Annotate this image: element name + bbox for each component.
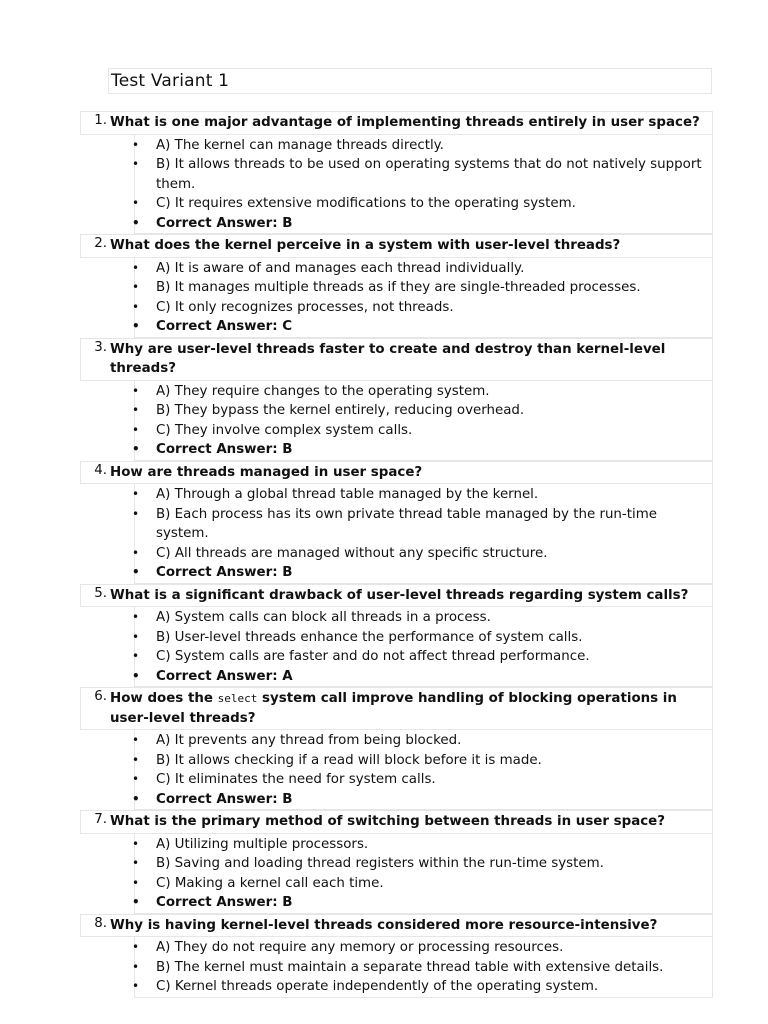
question-text: How are threads managed in user space? bbox=[110, 464, 423, 480]
option-a: • A) It is aware of and manages each thread individually. bbox=[135, 259, 712, 279]
question-header bbox=[80, 111, 713, 135]
correct-answer: • Correct Answer: A bbox=[135, 667, 712, 687]
option-b: • B) User-level threads enhance the performance of system calls. bbox=[135, 628, 712, 648]
option-b: • B) They bypass the kernel entirely, reducing overhead. bbox=[135, 401, 712, 421]
correct-answer: • Correct Answer: B bbox=[135, 893, 712, 913]
correct-answer: • Correct Answer: B bbox=[135, 563, 712, 583]
option-c: • C) It eliminates the need for system calls. bbox=[135, 770, 712, 790]
question-text-after: system call improve handling of blocking operations in user-level threads? bbox=[110, 691, 677, 726]
question-4 bbox=[0, 461, 768, 584]
question-number: 4. bbox=[94, 462, 107, 478]
question-number: 2. bbox=[94, 236, 107, 251]
question-number: 8. bbox=[94, 915, 107, 931]
question-1 bbox=[0, 111, 768, 234]
correct-answer: • Correct Answer: B bbox=[135, 440, 712, 460]
option-a: • A) They do not require any memory or processing resources. bbox=[135, 938, 712, 958]
correct-answer: • Correct Answer: B bbox=[135, 790, 712, 810]
question-number: 3. bbox=[94, 339, 107, 355]
select-code: select bbox=[217, 692, 258, 705]
question-header bbox=[80, 234, 713, 258]
question-header bbox=[80, 461, 713, 485]
question-3 bbox=[0, 338, 768, 461]
option-b: • B) Each process has its own private thread table managed by the run-time system. bbox=[135, 505, 712, 544]
option-b: • B) It manages multiple threads as if they are single-threaded processes. bbox=[135, 278, 712, 298]
option-a: • A) The kernel can manage threads directly. bbox=[135, 136, 712, 156]
question-header bbox=[80, 338, 713, 381]
option-a: • A) System calls can block all threads in a process. bbox=[135, 608, 712, 628]
options-list bbox=[134, 258, 713, 338]
question-text bbox=[110, 688, 712, 729]
question-text: What does the kernel perceive in a system with user-level threads? bbox=[110, 238, 621, 253]
option-b: • B) The kernel must maintain a separate thread table with extensive details. bbox=[135, 958, 712, 978]
options-list bbox=[134, 484, 713, 584]
question-5 bbox=[0, 584, 768, 688]
option-c: • C) System calls are faster and do not affect thread performance. bbox=[135, 647, 712, 667]
options-list bbox=[134, 834, 713, 914]
options-list bbox=[134, 607, 713, 687]
question-number: 5. bbox=[94, 585, 107, 601]
option-c: • C) All threads are managed without any specific structure. bbox=[135, 544, 712, 564]
options-list bbox=[134, 381, 713, 461]
option-a: • A) Through a global thread table managed by the kernel. bbox=[135, 485, 712, 505]
option-a: • A) Utilizing multiple processors. bbox=[135, 835, 712, 855]
option-c: • C) It only recognizes processes, not threads. bbox=[135, 298, 712, 318]
question-list bbox=[0, 111, 768, 998]
correct-answer: • Correct Answer: C bbox=[135, 317, 712, 337]
option-b: • B) Saving and loading thread registers within the run-time system. bbox=[135, 854, 712, 874]
question-text: What is a significant drawback of user-level threads regarding system calls? bbox=[110, 587, 689, 603]
option-c: • C) They involve complex system calls. bbox=[135, 421, 712, 441]
question-8 bbox=[0, 914, 768, 998]
option-b: • B) It allows checking if a read will block before it is made. bbox=[135, 751, 712, 771]
document-title: Test Variant 1 bbox=[111, 71, 230, 91]
question-text: What is one major advantage of implementing threads entirely in user space? bbox=[110, 115, 700, 130]
question-6 bbox=[0, 687, 768, 810]
option-c: • C) It requires extensive modifications to the operating system. bbox=[135, 194, 712, 214]
question-header bbox=[80, 914, 713, 938]
question-header bbox=[80, 584, 713, 608]
question-text: What is the primary method of switching between threads in user space? bbox=[110, 814, 666, 829]
question-2 bbox=[0, 234, 768, 338]
correct-answer: • Correct Answer: B bbox=[135, 214, 712, 234]
option-b: • B) It allows threads to be used on operating systems that do not natively support them. bbox=[135, 155, 712, 194]
question-number: 7. bbox=[94, 812, 107, 827]
options-list bbox=[134, 135, 713, 235]
question-text: Why is having kernel-level threads considered more resource-intensive? bbox=[110, 917, 658, 933]
title-box bbox=[108, 68, 712, 94]
option-c: • C) Kernel threads operate independently of the operating system. bbox=[135, 977, 712, 997]
option-a: • A) It prevents any thread from being blocked. bbox=[135, 731, 712, 751]
options-list bbox=[134, 730, 713, 810]
question-header bbox=[80, 687, 713, 730]
question-text: Why are user-level threads faster to create and destroy than kernel-level threads? bbox=[110, 341, 666, 376]
question-text-before: How does the bbox=[110, 691, 218, 706]
option-c: • C) Making a kernel call each time. bbox=[135, 874, 712, 894]
option-a: • A) They require changes to the operating system. bbox=[135, 382, 712, 402]
options-list bbox=[134, 937, 713, 998]
question-header bbox=[80, 810, 713, 834]
question-number: 6. bbox=[94, 689, 107, 704]
question-number: 1. bbox=[94, 113, 107, 128]
question-7 bbox=[0, 810, 768, 914]
